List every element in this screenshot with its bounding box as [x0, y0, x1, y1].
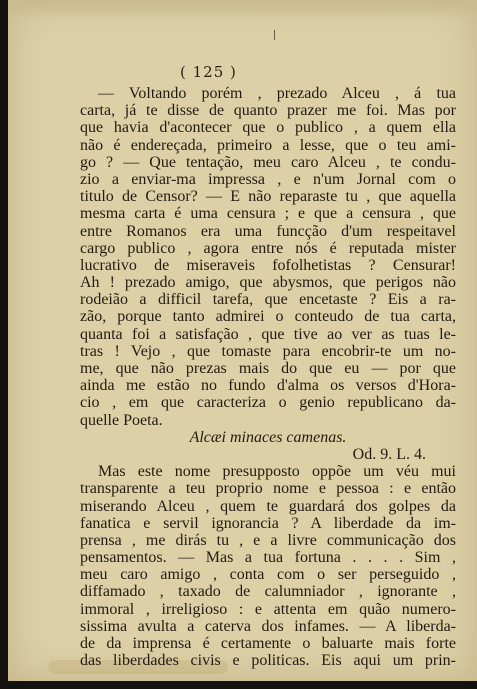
- text-line: fanatica e servil ignorancia ? A liberdade da im-: [80, 514, 456, 532]
- text-line: sissima avulta a caterva dos infames. — A liberda-: [80, 617, 456, 635]
- text-line: meu caro amigo , conta com o ser perseguido ,: [80, 566, 456, 584]
- text-line: tras ! Vejo , que tomaste para encobrir-te um no-: [80, 342, 456, 360]
- text-line: me, que não prezas mais do que eu — por que: [80, 360, 456, 377]
- print-mark: [274, 30, 275, 40]
- text-line: ainda me estão no fundo d'alma os versos d'Hora-: [80, 377, 456, 395]
- text-line: miserando Alceu , quem te guardará dos golpes da: [80, 497, 456, 515]
- text-line: go ? — Que tentação, meu caro Alceu , te condu-: [80, 153, 456, 171]
- text-line: pensamentos. — Mas a tua fortuna . . . . Sim ,: [80, 549, 456, 567]
- text-line: zio a enviar-ma impressa , e n'um Jornal com o: [80, 170, 456, 188]
- text-line: Alcæi minaces camenas.: [189, 428, 347, 446]
- text-line: rodeião a difficil tarefa, que encetaste ? Eis a ra-: [80, 291, 456, 309]
- text-line: Od. 9. L. 4.: [352, 445, 426, 463]
- page-number: ( 125 ): [180, 63, 237, 81]
- body-text: [80, 85, 456, 669]
- text-line: carta, já te disse de quanto prazer me foi. Mas por: [80, 102, 456, 120]
- text-line: cio , em que caracteriza o genio republicano da-: [80, 394, 456, 412]
- text-line: que havia d'acontecer que o publico , a quem ella: [80, 119, 456, 137]
- text-line: de da imprensa é certamente o baluarte mais forte: [80, 635, 456, 652]
- text-line: entre Romanos era uma funcção d'um respeitavel: [80, 222, 456, 240]
- book-page: [8, 0, 477, 681]
- text-line: mesma carta é uma censura ; e que a censura , que: [80, 205, 456, 223]
- text-line: quanta foi a satisfação , que tive ao ver as tuas le-: [80, 325, 456, 343]
- text-line: transparente a teu proprio nome e pessoa : e então: [80, 480, 456, 498]
- text-line: quelle Poeta.: [80, 411, 163, 429]
- text-line: não é endereçada, primeiro a lesse, que o teu ami-: [80, 136, 456, 154]
- text-line: diffamado , taxado de calumniador , ignorante ,: [80, 583, 456, 601]
- page-shadow: [8, 0, 477, 18]
- text-line: prensa , me dirás tu , e a livre communicação dos: [80, 531, 456, 549]
- text-line: Ah ! prezado amigo, que abysmos, que perigos não: [80, 274, 456, 292]
- text-line: lucrativo de miseraveis fofolhetistas ? Censurar!: [80, 256, 456, 274]
- text-line: zão, porque tanto admirei o conteudo de tua carta,: [80, 308, 456, 326]
- text-line: immoral , irreligioso : e attenta em quão numero-: [80, 600, 456, 618]
- text-line: — Voltando porém , prezado Alceu , á tua: [98, 85, 456, 102]
- text-line: Mas este nome presupposto oppõe um véu mui: [98, 463, 456, 481]
- text-line: titulo de Censor? — E não reparaste tu , que aquella: [80, 188, 456, 206]
- text-line: cargo publico , agora entre nós é reputada mister: [80, 239, 456, 257]
- text-line: das liberdades civis e politicas. Eis aqui um prin-: [80, 652, 456, 670]
